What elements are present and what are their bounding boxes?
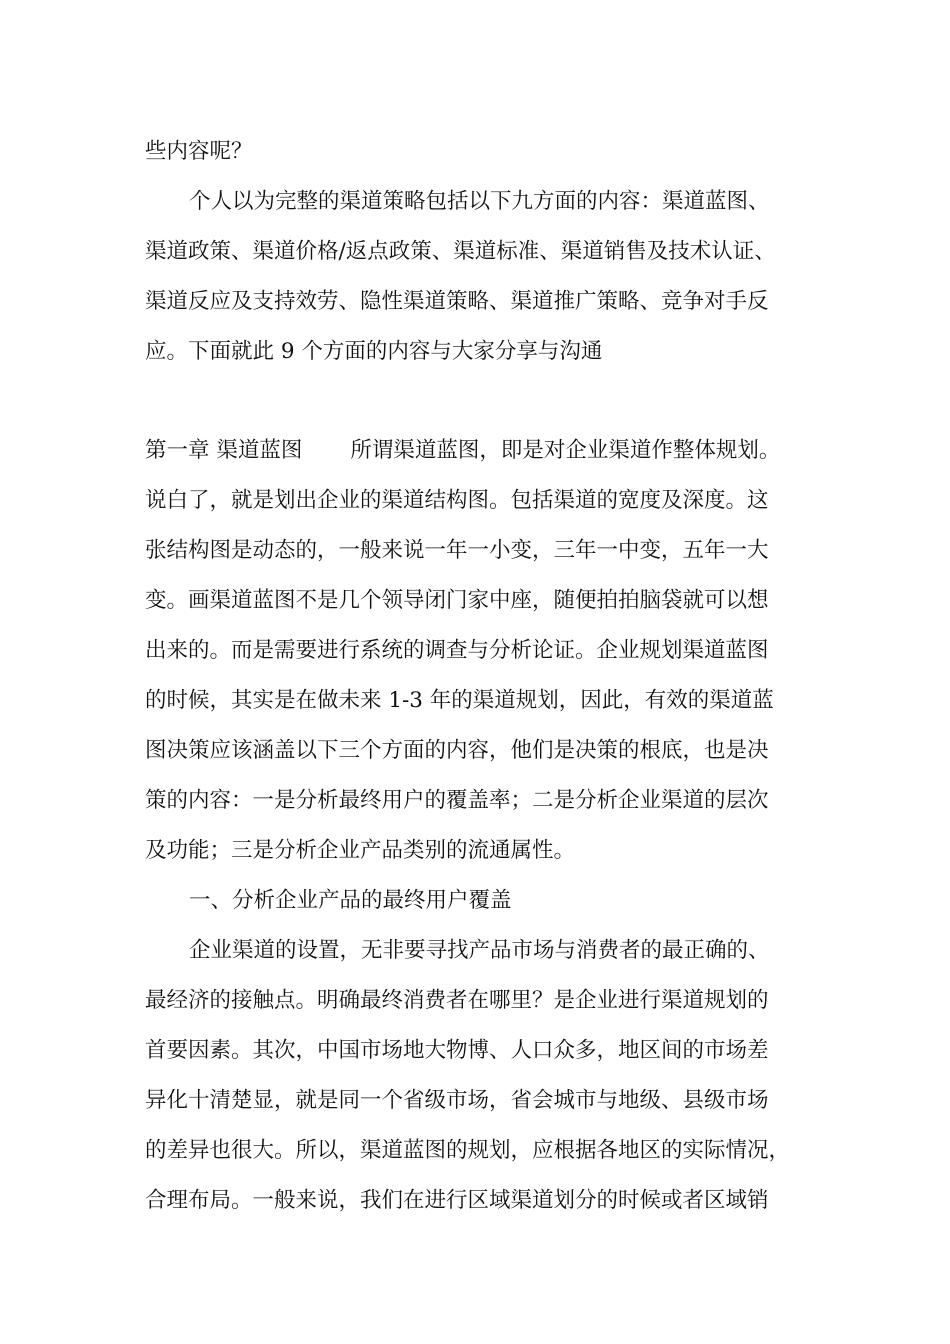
text-line: 策的内容：一是分析最终用户的覆盖率；二是分析企业渠道的层次 [145, 788, 769, 813]
section-heading: 一、分析企业产品的最终用户覆盖 [189, 888, 512, 913]
text-line: 及功能；三是分析企业产品类别的流通属性。 [145, 838, 576, 863]
text-line: 的差异也很大。所以，渠道蓝图的规划，应根据各地区的实际情况， [145, 1138, 791, 1163]
text-line: 应。下面就此 9 个方面的内容与大家分享与沟通 [145, 339, 603, 364]
paragraph-first-line: 企业渠道的设置，无非要寻找产品市场与消费者的最正确的、 [189, 938, 770, 963]
text-line: 说白了，就是划出企业的渠道结构图。包括渠道的宽度及深度。这 [145, 488, 769, 513]
paragraph-first-line: 个人以为完整的渠道策略包括以下九方面的内容：渠道蓝图、 [189, 189, 770, 214]
chapter-heading: 第一章 渠道蓝图 [145, 438, 303, 463]
text-line: 些内容呢？ [145, 139, 253, 164]
chapter-first-sentence: 所谓渠道蓝图，即是对企业渠道作整体规划。 [350, 438, 781, 463]
text-line: 张结构图是动态的，一般来说一年一小变，三年一中变，五年一大 [145, 538, 769, 563]
text-line: 图决策应该涵盖以下三个方面的内容，他们是决策的根底，也是决 [145, 738, 769, 763]
text-line: 首要因素。其次，中国市场地大物博、人口众多，地区间的市场差 [145, 1038, 769, 1063]
text-line: 最经济的接触点。明确最终消费者在哪里？是企业进行渠道规划的 [145, 988, 769, 1013]
text-line: 变。画渠道蓝图不是几个领导闭门家中座，随便拍拍脑袋就可以想 [145, 588, 769, 613]
text-line: 渠道反应及支持效劳、隐性渠道策略、渠道推广策略、竞争对手反 [145, 289, 769, 314]
text-line: 异化十清楚显，就是同一个省级市场，省会城市与地级、县级市场 [145, 1088, 769, 1113]
text-line: 合理布局。一般来说，我们在进行区域渠道划分的时候或者区域销 [145, 1188, 769, 1213]
text-line: 的时候，其实是在做未来 1-3 年的渠道规划，因此，有效的渠道蓝 [145, 688, 774, 713]
text-line: 渠道政策、渠道价格/返点政策、渠道标准、渠道销售及技术认证、 [145, 239, 776, 264]
text-line: 出来的。而是需要进行系统的调查与分析论证。企业规划渠道蓝图 [145, 638, 769, 663]
chapter-line [145, 436, 780, 466]
